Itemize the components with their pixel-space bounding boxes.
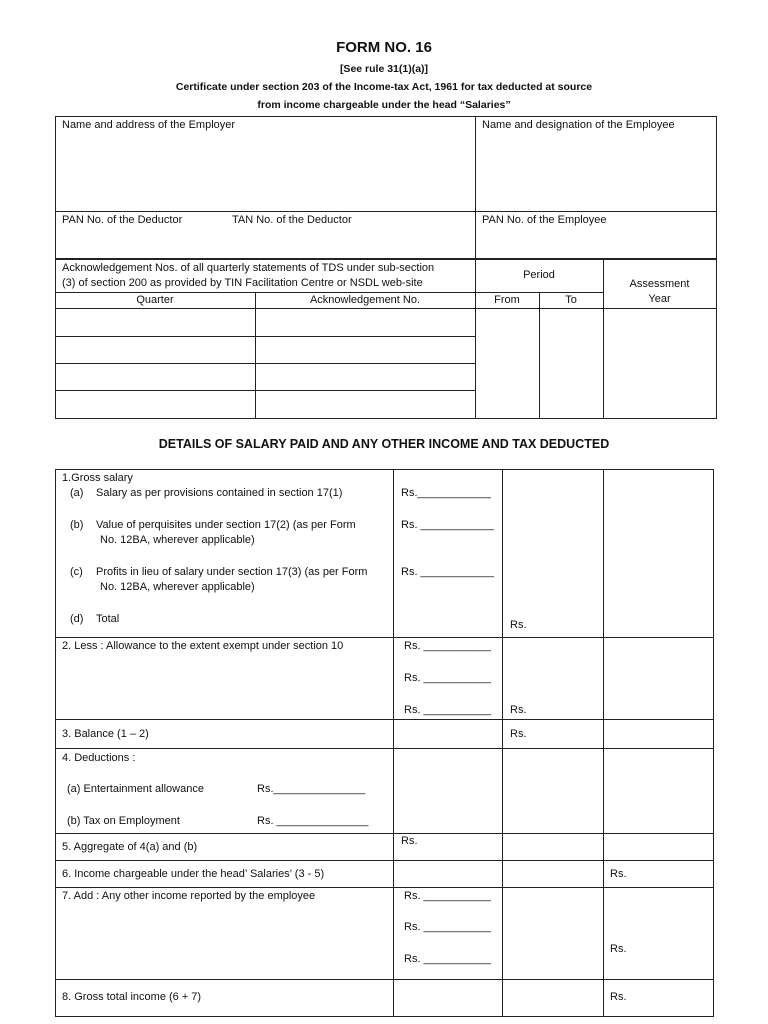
allowance-total: Rs.: [510, 704, 527, 716]
item-a-amount: Rs.____________: [401, 487, 491, 499]
allowance-amount-3: Rs. ___________: [404, 704, 491, 716]
item-d-text: Total: [96, 613, 120, 625]
quarter-header: Quarter: [136, 294, 174, 306]
to-header: To: [565, 294, 577, 306]
item-c-text-2: No. 12BA, wherever applicable): [100, 581, 255, 593]
balance-label: 3. Balance (1 – 2): [62, 728, 149, 740]
other-income-amount-3: Rs. ___________: [404, 953, 491, 965]
gross-total-income-label: 8. Gross total income (6 + 7): [62, 991, 202, 1003]
details-heading: DETAILS OF SALARY PAID AND ANY OTHER INCOME AND TAX DEDUCTED: [158, 437, 610, 451]
from-header: From: [494, 294, 520, 306]
employer-label: Name and address of the Employer: [62, 119, 236, 131]
form-title: FORM NO. 16: [336, 39, 432, 56]
gross-salary-label: 1.Gross salary: [62, 472, 133, 484]
assessment-year-line-2: Year: [648, 293, 671, 305]
item-c-text-1: Profits in lieu of salary under section 17(3) (as per Form: [96, 566, 368, 578]
item-c-label: (c): [70, 566, 83, 578]
aggregate-label: 5. Aggregate of 4(a) and (b): [62, 841, 198, 853]
income-chargeable-amount: Rs.: [610, 868, 627, 880]
ack-description-line-1: Acknowledgement Nos. of all quarterly statements of TDS under sub-section: [62, 262, 435, 274]
pan-deductor-label: PAN No. of the Deductor: [62, 214, 183, 226]
deductions-label: 4. Deductions :: [62, 752, 136, 764]
item-b-text-1: Value of perquisites under section 17(2) (as per Form: [96, 519, 356, 531]
entertainment-allowance-amount: Rs._______________: [257, 783, 366, 795]
allowance-amount-1: Rs. ___________: [404, 640, 491, 652]
assessment-year-line-1: Assessment: [629, 278, 690, 290]
total-amount: Rs.: [510, 619, 527, 631]
less-allowance-label: 2. Less : Allowance to the extent exempt under section 10: [62, 640, 344, 652]
item-a-label: (a): [70, 487, 84, 499]
other-income-label: 7. Add : Any other income reported by the employee: [62, 890, 316, 902]
ack-no-header: Acknowledgement No.: [309, 294, 421, 306]
other-income-amount-2: Rs. ___________: [404, 921, 491, 933]
tan-deductor-label: TAN No. of the Deductor: [232, 214, 352, 226]
aggregate-amount: Rs.: [401, 835, 418, 847]
item-c-amount: Rs. ____________: [401, 566, 494, 578]
item-b-label: (b): [70, 519, 84, 531]
item-d-label: (d): [70, 613, 84, 625]
allowance-amount-2: Rs. ___________: [404, 672, 491, 684]
item-b-text-2: No. 12BA, wherever applicable): [100, 534, 255, 546]
other-income-amount-1: Rs. ___________: [404, 890, 491, 902]
item-a-text: Salary as per provisions contained in section 17(1): [96, 487, 343, 499]
tax-on-employment-label: (b) Tax on Employment: [67, 815, 180, 827]
certificate-line-2: from income chargeable under the head “Salaries”: [257, 99, 511, 111]
balance-amount: Rs.: [510, 728, 527, 740]
other-income-total: Rs.: [610, 943, 627, 955]
employee-label: Name and designation of the Employee: [482, 119, 675, 131]
rule-reference: [See rule 31(1)(a)]: [339, 63, 429, 75]
period-header: Period: [523, 269, 555, 281]
gross-total-income-amount: Rs.: [610, 991, 627, 1003]
pan-employee-label: PAN No. of the Employee: [482, 214, 607, 226]
certificate-line-1: Certificate under section 203 of the Income-tax Act, 1961 for tax deducted at source: [175, 81, 593, 93]
item-b-amount: Rs. ____________: [401, 519, 494, 531]
entertainment-allowance-label: (a) Entertainment allowance: [67, 783, 204, 795]
tax-on-employment-amount: Rs. _______________: [257, 815, 369, 827]
income-chargeable-label: 6. Income chargeable under the head’ Salaries’ (3 - 5): [62, 868, 325, 880]
ack-description-line-2: (3) of section 200 as provided by TIN Facilitation Centre or NSDL web-site: [62, 277, 423, 289]
